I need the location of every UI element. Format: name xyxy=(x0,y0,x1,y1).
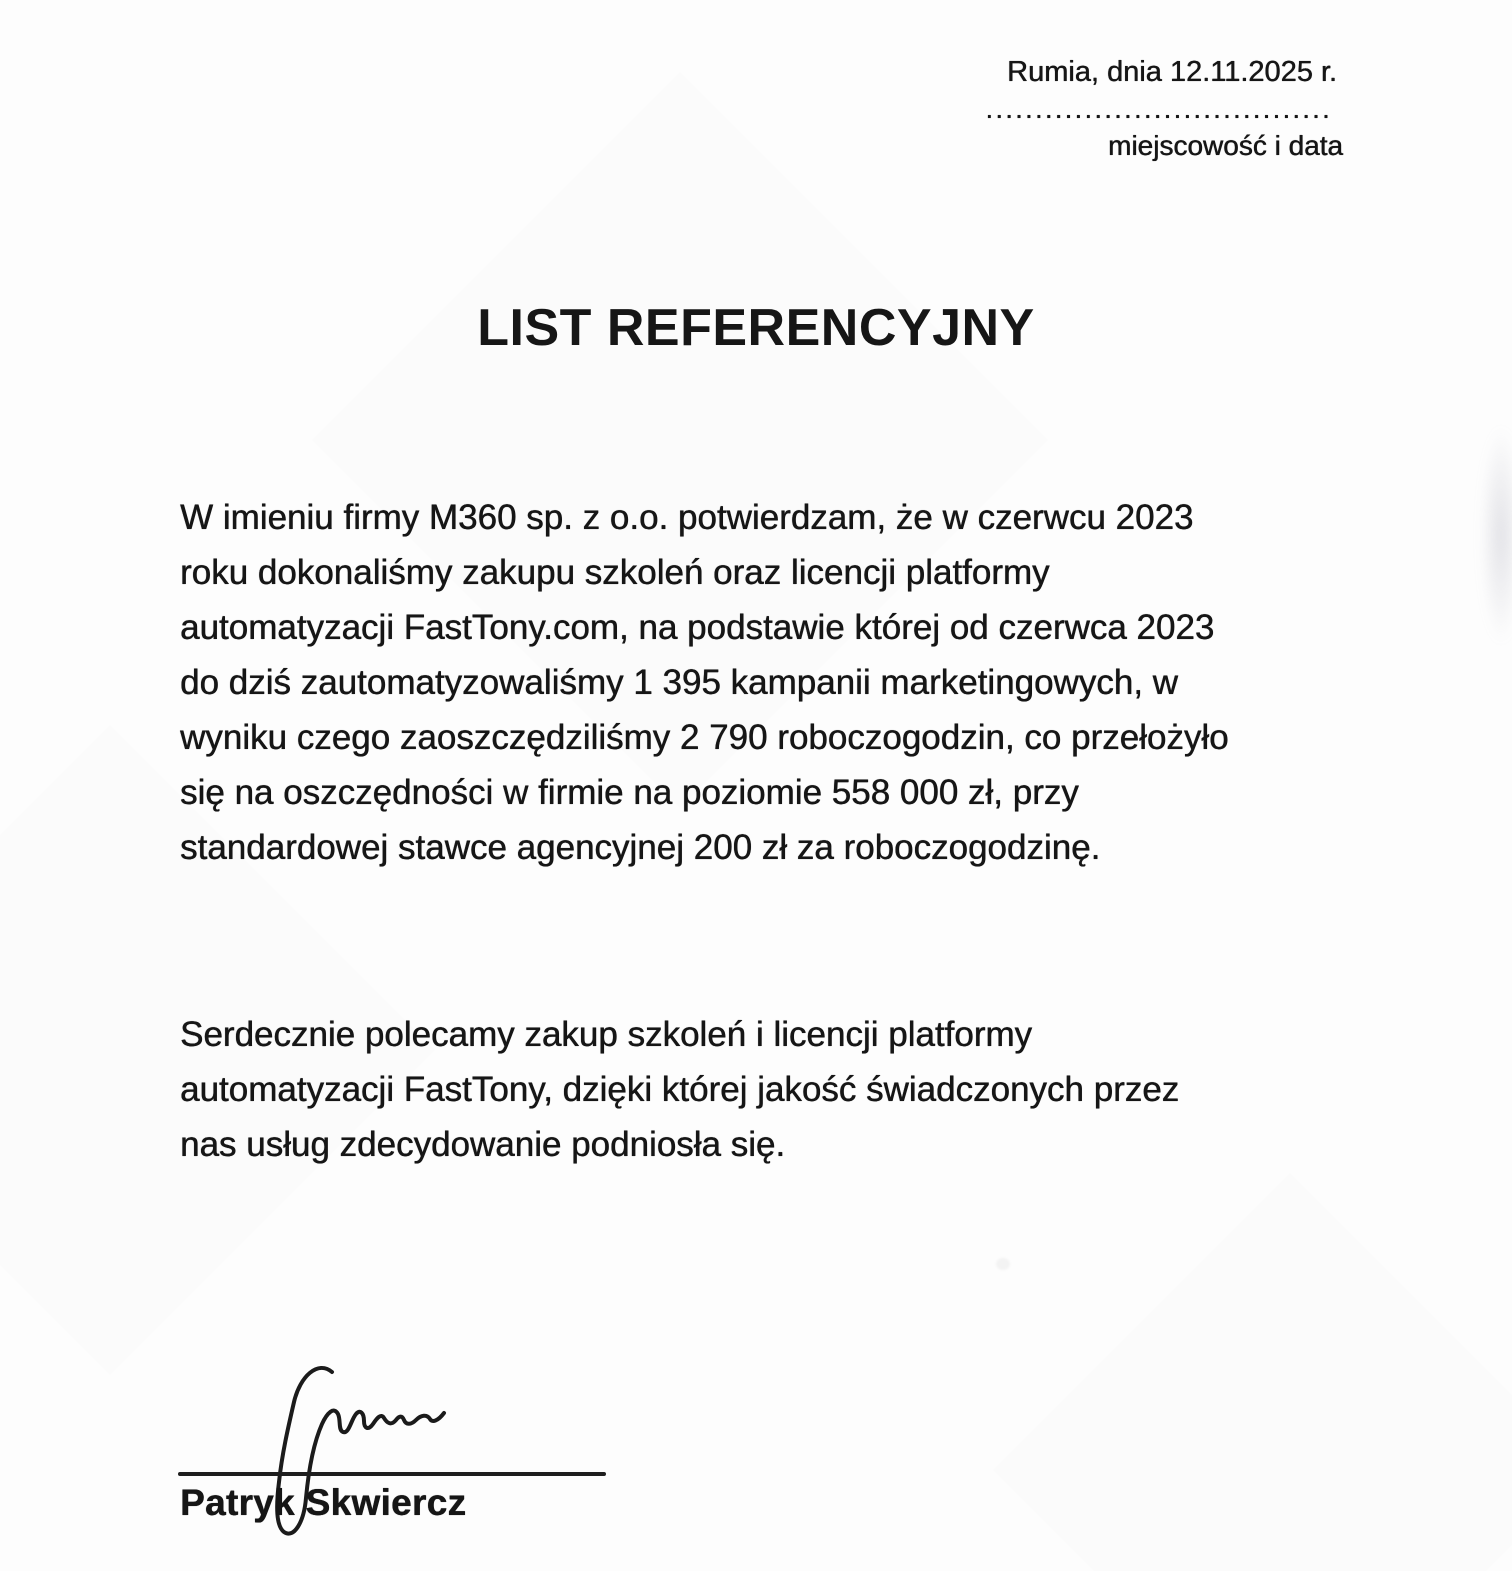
body-line: wyniku czego zaoszczędziliśmy 2 790 roboczogodzin, co przełożyło xyxy=(180,718,1229,757)
body-line: się na oszczędności w firmie na poziomie 558 000 zł, przy xyxy=(180,773,1079,812)
letter-title: LIST REFERENCYJNY xyxy=(477,299,1035,357)
signature-line xyxy=(178,1472,606,1476)
body-line: automatyzacji FastTony, dzięki której jakość świadczonych przez xyxy=(180,1070,1180,1109)
body-line: nas usług zdecydowanie podniosła się. xyxy=(180,1125,786,1164)
scan-artifact xyxy=(1480,425,1512,645)
body-line: automatyzacji FastTony.com, na podstawie której od czerwca 2023 xyxy=(180,608,1215,647)
body-line: roku dokonaliśmy zakupu szkoleń oraz licencji platformy xyxy=(180,553,1050,592)
body-line: do dziś zautomatyzowaliśmy 1 395 kampanii marketingowych, w xyxy=(180,663,1178,702)
signatory-name: Patryk Skwiercz xyxy=(180,1482,467,1523)
body-paragraph-2 xyxy=(180,1007,1179,1172)
scan-artifact xyxy=(993,1173,1512,1571)
place-and-date-dotted-line: ................................... xyxy=(985,94,1332,124)
body-paragraph-1 xyxy=(180,490,1229,875)
place-and-date-label: miejscowość i data xyxy=(1108,130,1343,161)
body-line: W imieniu firmy M360 sp. z o.o. potwierdzam, że w czerwcu 2023 xyxy=(180,498,1194,537)
scan-artifact xyxy=(996,1258,1010,1270)
place-and-date-text: Rumia, dnia 12.11.2025 r. xyxy=(1007,56,1337,88)
body-line: Serdecznie polecamy zakup szkoleń i licencji platformy xyxy=(180,1015,1033,1054)
body-line: standardowej stawce agencyjnej 200 zł za roboczogodzinę. xyxy=(180,828,1101,867)
